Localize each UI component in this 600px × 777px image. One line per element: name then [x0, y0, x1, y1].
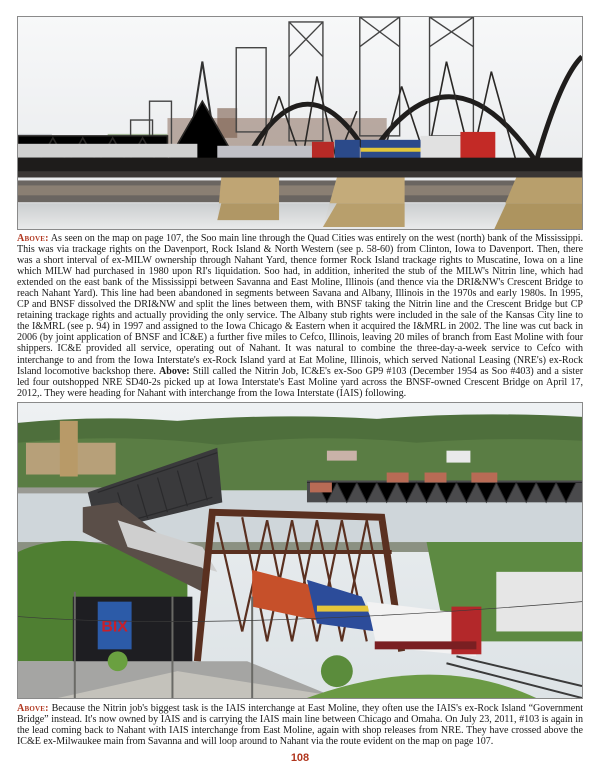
caption-body-part-2: Still called the Nitrin Job, IC&E's ex-Soo GP9 #103 (December 1954 as Soo #403) and a sister led four outshopped NRE SD40-2s picked up at Iowa Interstate's East Moline yard across the BNSF-owned Crescent Bridge on April 17, 2012,. They were heading for Nahant with interchange from the Iowa Interstate (IAIS) following. — [17, 365, 583, 399]
caption-top-photo — [17, 233, 583, 399]
caption-lead-above: Above: — [17, 703, 49, 714]
photo-nitrin-job-truss-bridge — [17, 402, 583, 699]
caption-bottom-photo — [17, 703, 583, 747]
caption-lead-above: Above: — [17, 233, 49, 244]
page-number: 108 — [290, 752, 310, 764]
caption-body-part-1: As seen on the map on page 107, the Soo main line through the Quad Cities was entirely on the west (north) bank of the Mississippi. This was via trackage rights on the Davenport, Rock Island & North Western (see p. 58-60) from Clinton, Iowa to Davenport. Then, there was a short interval of ex-MILW ownership through Nahant Yard, thence former Rock Island trackage rights to Muscatine, Iowa on a line which MILW had purchased in 1980 upon RI's liquidation. Soo had, in addition, inherited the stub of the MILW's Nitrin line, which had extended on the east bank of the Mississippi between Savanna and East Moline, Illinois (and thence via the DRI&NW's Crescent Bridge to reach Nahant Yard). This line had been abandoned in segments between Savana and Albany, Illinois in the 1970s and early 1980s. In 1995, CP and BNSF dissolved the DRI&NW and split the lines between them, with BNSF taking the Nitrin line and the Crescent Bridge but CP retaining trackage rights and actually providing the only service. The Albany stub rights were included in the sale of the Kansas City line to the I&MRL (see p. 94) in 1997 and assigned to the Iowa Chicago & Eastern when it acquired the I&MRL in 2002. The line was cut back in 2006 (by joint application of BNSF and IC&E) a further five miles to Cefco, Illinois, leaving 20 miles of branch from East Moline with four shippers. IC&E provided all service, operating out of Nahant. It was natural to combine the three-day-a-week service to Cefco with interchange to and from the Iowa Interstate's ex-Rock Island yard at Eat Moline, Illinois, which served National Leasing (NRE's) ex-Rock Island locomotive backshop there. — [17, 233, 583, 377]
bridge-photo-illustration — [18, 17, 582, 229]
svg-text:BIX: BIX — [101, 618, 128, 636]
photo-bridge-mississippi — [17, 16, 583, 230]
caption-body: Because the Nitrin job's biggest task is the IAIS interchange at East Moline, they often use the IAIS's ex-Rock Island “Government Bridge” instead. It's now owned by IAIS and is carrying the IAIS main line between Chicago and Omaha. On July 23, 2011, #103 is again in the lead coming back to Nahant with IAIS interchange from East Moline, again with shop releases from NRE. They have crossed above the IC&E ex-Milwaukee main from Savanna and will loop around to Nahant via the route evident on the map on page 107. — [17, 703, 583, 748]
caption-inline-lead-above: Above: — [159, 365, 190, 377]
truss-bridge-photo-illustration — [18, 403, 582, 698]
